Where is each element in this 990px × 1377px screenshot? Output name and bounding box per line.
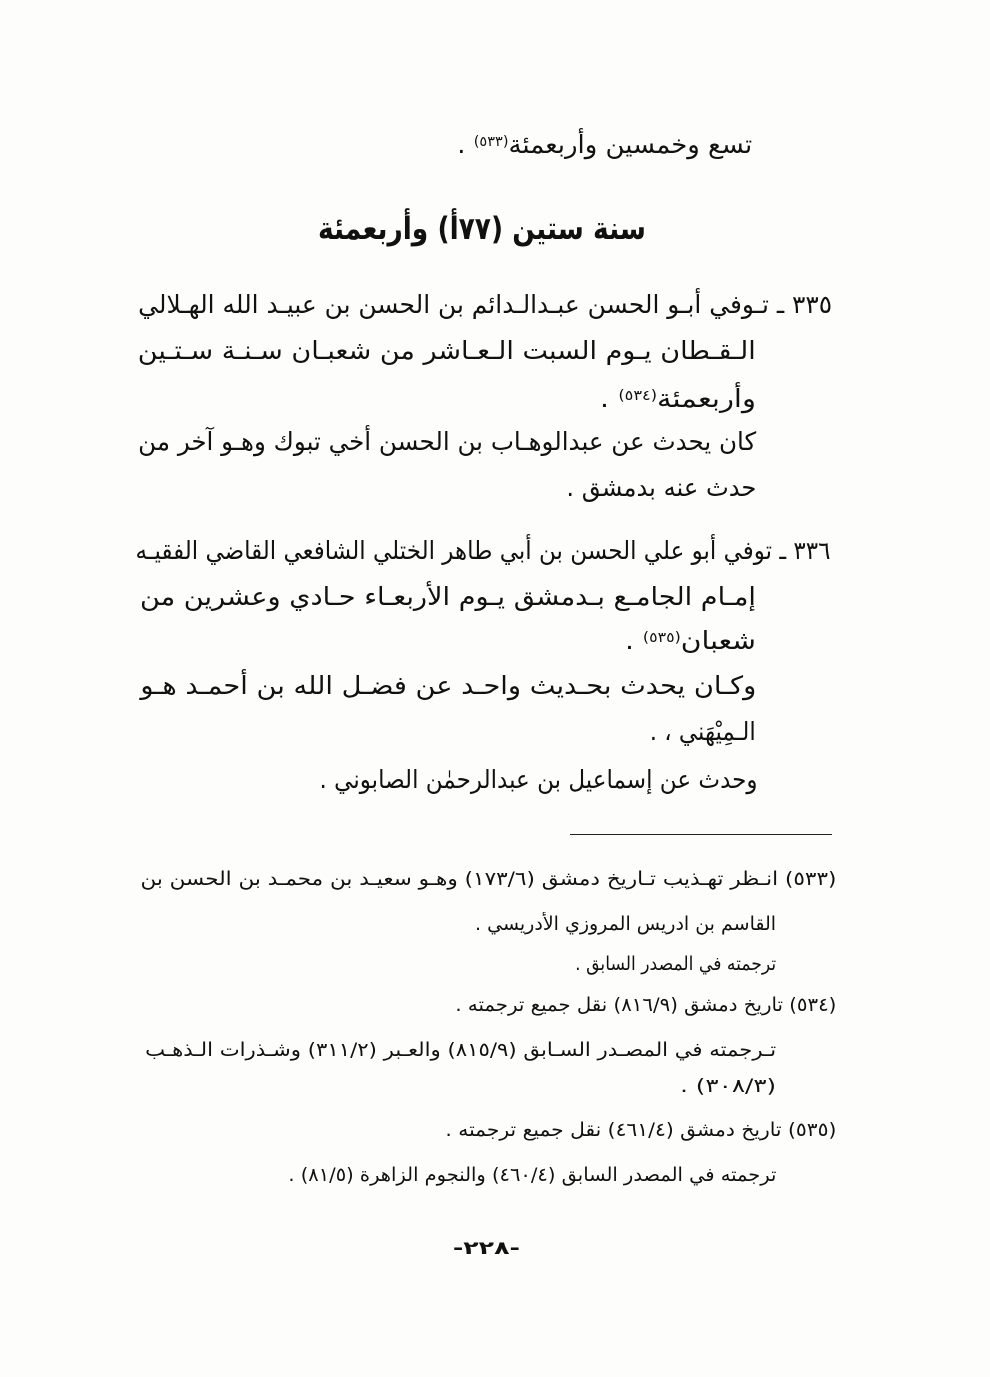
entry-335-line-1: [138, 285, 832, 325]
body-line-text: كان يحدث عن عبدالوهـاب بن الحسن أخي تبوك وهـو آخر من: [138, 427, 756, 456]
footnote-535-line-1: [445, 1113, 836, 1147]
body-line-text: الـقـطان يـوم السبت الـعـاشر من شعبـان سـنـة سـتـين: [138, 336, 756, 365]
line-tail: .: [600, 384, 619, 413]
entry-336-line-5: [650, 712, 756, 752]
page-number: [452, 1234, 530, 1264]
entry-336-line-3: [625, 618, 756, 658]
year-heading: [318, 206, 646, 252]
footnote-separator-rule: [570, 834, 832, 835]
footnote-534-line-1: [455, 988, 836, 1022]
entry-336-line-1: [135, 531, 830, 571]
entry-335-line-4: [138, 422, 756, 462]
footnote-line-text: (٥٣٤) تاريخ دمشق (٨١٦/٩) نقل جميع ترجمته .: [455, 994, 836, 1016]
footnote-534-line-2: [145, 1033, 776, 1067]
entry-335-line-3: [600, 376, 756, 416]
footnote-ref-marker: (٥٣٤): [618, 388, 658, 404]
footnote-ref-marker: (٥٣٥): [642, 630, 681, 646]
body-line-text: ٣٣٦ ـ توفي أبو علي الحسن بن أبي طاهر الختلي الشافعي القاضي الفقيـه: [135, 536, 830, 565]
footnote-line-text: ترجمته في المصدر السابق .: [575, 953, 776, 975]
line-text-part: وأربعمئة: [657, 384, 756, 413]
continuation-line: [457, 122, 752, 162]
entry-336-line-6: [320, 760, 758, 800]
footnote-533-line-2: [475, 907, 776, 941]
body-line-text: وحدث عن إسماعيل بن عبدالرحمٰن الصابوني .: [320, 765, 758, 794]
entry-336-line-4: [140, 666, 756, 706]
entry-335-line-2: [138, 331, 756, 371]
footnote-535-line-2: [288, 1158, 776, 1192]
body-line-text: ٣٣٥ ـ تـوفي أبـو الحسن عبـدالـدائم بن الحسن بن عبيـد الله الهـلالي: [138, 290, 832, 319]
footnote-533-line-3: [575, 947, 776, 981]
line-tail: .: [625, 626, 643, 655]
page-number-text: -٢٢٨-: [452, 1238, 520, 1259]
footnote-534-line-3: [680, 1069, 776, 1103]
heading-text: سنة ستين (٧٧أ) وأربعمئة: [318, 211, 646, 247]
footnote-line-text: تـرجمته في المصـدر السـابق (٨١٥/٩) والعـبر (٣١١/٢) وشـذرات الـذهـب: [145, 1039, 776, 1061]
continuation-text: تسع وخمسين وأربعمئة: [508, 130, 752, 159]
body-line-text: [600, 376, 756, 419]
body-line-text: الـمِيْهَني ، .: [650, 717, 756, 746]
line-text: [457, 122, 752, 165]
footnote-line-text: القاسم بن ادريس المروزي الأدريسي .: [475, 913, 776, 935]
footnote-ref-marker: (٥٣٣): [473, 134, 509, 150]
body-line-text: وكـان يحدث بحـديث واحـد عن فضـل الله بن أحمـد هـو: [140, 671, 756, 700]
footnote-line-text: (٥٣٣) انـظر تهـذيب تـاريخ دمشق (١٧٣/٦) وهـو سعيـد بن محمـد بن الحسن بن: [140, 868, 836, 890]
body-line-text: إمـام الجامـع بـدمشق يـوم الأربعـاء حـادي وعشرين من: [140, 582, 756, 611]
footnote-line-text: (٥٣٥) تاريخ دمشق (٤٦١/٤) نقل جميع ترجمته .: [445, 1119, 836, 1141]
body-line-text: حدث عنه بدمشق .: [566, 473, 756, 502]
line-tail: .: [457, 130, 474, 159]
footnote-line-text: (٣٠٨/٣) .: [680, 1075, 776, 1097]
line-text-part: شعبان: [680, 626, 756, 655]
footnote-533-line-1: [140, 862, 836, 896]
body-line-text: [625, 618, 756, 661]
footnote-line-text: ترجمته في المصدر السابق (٤٦٠/٤) والنجوم الزاهرة (٨١/٥) .: [288, 1164, 776, 1186]
entry-335-line-5: [566, 468, 756, 508]
entry-336-line-2: [140, 577, 756, 617]
